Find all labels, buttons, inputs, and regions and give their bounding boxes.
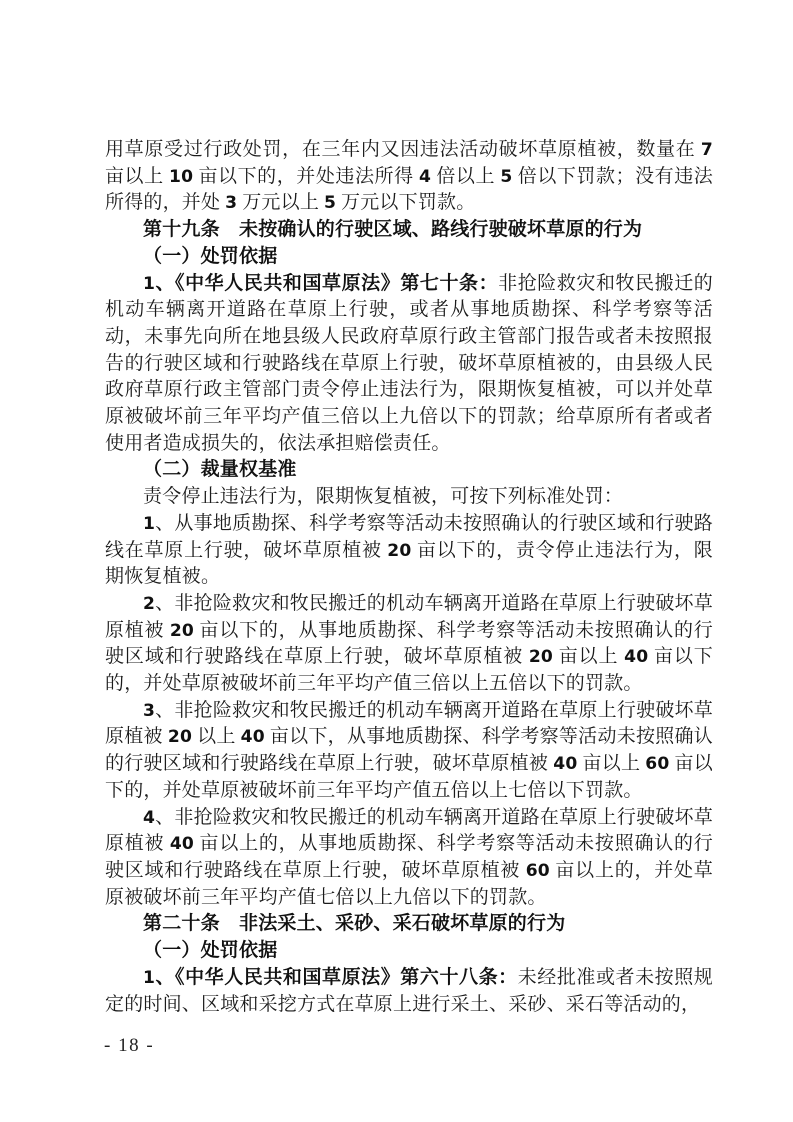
text-segment: 非抢险救灾和牧民搬迁的机动车辆离开道路在草原上行驶，或者从事地质勘探、科学考察等活动，未事先向所在地县级人民政府草原行政主管部门报告或者未按照报告的行驶区域和行驶路线在草原上行驶，破坏草原植被的，由县级人民政府草原行政主管部门责令停止违法行为，限期恢复植被，可以并处草原被破坏前三年平均产值三倍以上九倍以下的罚款；给草原所有者或者使用者造成损失的，依法承担赔偿责任。 <box>105 272 714 454</box>
numeral: 40 <box>240 727 265 748</box>
section-heading <box>105 457 713 484</box>
text-segment: 1、从事地质勘探、科学考察等活动未按照确认的行驶区域和行驶路线在草原上行驶，破坏草原植被 20 亩以下的，责令停止违法行为，限期恢复植被。 <box>105 512 713 588</box>
bold-text-segment: 第十九条 未按确认的行驶区域、路线行驶破坏草原的行为 <box>143 219 643 241</box>
body-paragraph <box>105 698 713 805</box>
numeral: 20 <box>169 620 195 641</box>
text-segment: 2、非抢险救灾和牧民搬迁的机动车辆离开道路在草原上行驶破坏草原植被 20 亩以下的，从事地质勘探、科学考察等活动未按照确认的行驶区域和行驶路线在草原上行驶，破坏草原植被 20 亩以上 40 亩以下的，并处草原被破坏前三年平均产值三倍以上五倍以下的罚款。 <box>105 592 713 695</box>
bold-text-segment: 1、《中华人民共和国草原法》第六十八条： <box>143 966 518 988</box>
numeral: 20 <box>387 540 412 561</box>
body-paragraph <box>105 511 713 591</box>
numeral: 20 <box>167 727 193 748</box>
numeral: 20 <box>528 647 554 668</box>
section-heading <box>105 244 713 271</box>
body-paragraph <box>105 271 713 458</box>
text-segment: 4、非抢险救灾和牧民搬迁的机动车辆离开道路在草原上行驶破坏草原植被 40 亩以上的，从事地质勘探、科学考察等活动未按照确认的行驶区域和行驶路线在草原上行驶，破坏草原植被 60 亩以上的，并处草原被破坏前三年平均产值七倍以上九倍以下的罚款。 <box>105 806 713 908</box>
bold-text-segment: 第二十条 非法采土、采砂、采石破坏草原的行为 <box>143 913 566 935</box>
numeral: 1 <box>143 513 156 534</box>
numeral: 4 <box>143 807 156 828</box>
body-paragraph <box>105 137 713 217</box>
bold-text-segment: （一）处罚依据 <box>143 940 278 962</box>
numeral: 40 <box>553 754 578 775</box>
numeral: 60 <box>645 754 670 775</box>
numeral: 1 <box>143 273 156 294</box>
numeral: 4 <box>418 166 432 187</box>
body-paragraph <box>105 965 713 1018</box>
page-number: - 18 - <box>104 1035 155 1056</box>
body-paragraph <box>105 484 713 511</box>
numeral: 40 <box>624 647 649 668</box>
section-heading <box>105 938 713 965</box>
bold-text-segment: （一）处罚依据 <box>143 245 278 267</box>
section-heading <box>105 911 713 938</box>
text-segment: 3、非抢险救灾和牧民搬迁的机动车辆离开道路在草原上行驶破坏草原植被 20 以上 40 亩以下，从事地质勘探、科学考察等活动未按照确认的行驶区域和行驶路线在草原上行驶，破坏草原植被 40 亩以上 60 亩以下的，并处草原被破坏前三年平均产值五倍以上七倍以下罚款。 <box>105 699 713 801</box>
numeral: 5 <box>323 193 337 214</box>
text-segment: 用草原受过行政处罚，在三年内又因违法活动破坏草原植被，数量在 7 亩以上 10 亩以下的，并处违法所得 4 倍以上 5 倍以下罚款；没有违法所得的，并处 3 万元以上 5 万元以下罚款。 <box>105 139 713 214</box>
numeral: 3 <box>225 193 238 214</box>
bold-text-segment: 1、《中华人民共和国草原法》第七十条： <box>143 272 499 294</box>
text-segment: 责令停止违法行为，限期恢复植被，可按下列标准处罚： <box>143 486 624 508</box>
numeral: 7 <box>700 140 713 160</box>
numeral: 40 <box>169 834 195 855</box>
numeral: 5 <box>500 166 513 187</box>
numeral: 3 <box>143 700 156 721</box>
numeral: 1 <box>143 967 156 988</box>
text-segment: 未经批准或者未按照规定的时间、区域和采挖方式在草原上进行采土、采砂、采石等活动的， <box>105 966 713 1015</box>
numeral: 2 <box>143 593 156 614</box>
section-heading <box>105 217 713 244</box>
document-content <box>105 137 713 1018</box>
body-paragraph <box>105 805 713 912</box>
numeral: 60 <box>525 860 550 881</box>
numeral: 10 <box>168 166 194 187</box>
body-paragraph <box>105 591 713 698</box>
bold-text-segment: （二）裁量权基准 <box>143 459 297 481</box>
